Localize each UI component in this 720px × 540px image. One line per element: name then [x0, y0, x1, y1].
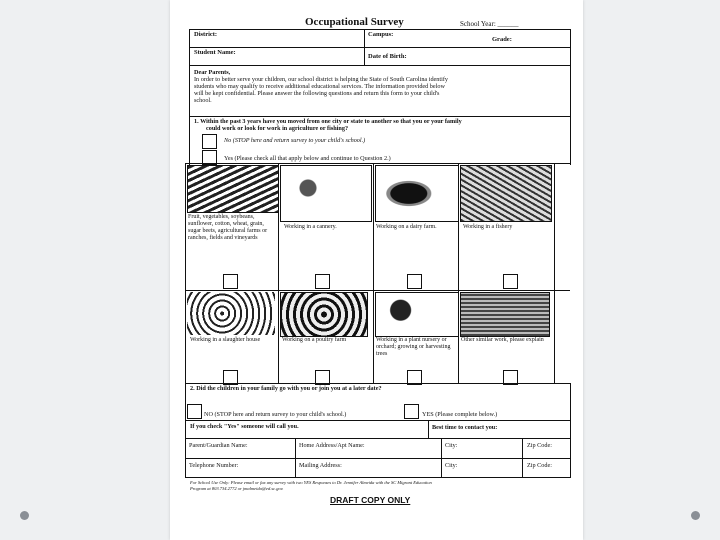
- fishery-illustration: [460, 165, 552, 222]
- grade-label: Grade:: [492, 36, 512, 43]
- option-cannery-label: Working in a cannery.: [284, 224, 337, 230]
- slide-nav-left-dot: [20, 511, 29, 520]
- q2-no-text: NO (STOP here and return survey to your child's school.): [204, 411, 347, 418]
- intro-line-2: students who may qualify to receive additional educational services. The information provided below: [194, 83, 445, 90]
- question-1-line-2: could work or look for work in agriculture or fishing?: [206, 125, 349, 132]
- poultry-farm-illustration: [280, 292, 368, 337]
- mailing-address-label: Mailing Address:: [299, 462, 342, 469]
- slide-nav-right-dot: [691, 511, 700, 520]
- city-label-2: City:: [445, 462, 458, 469]
- option-other-label: Other similar work, please explain: [461, 337, 544, 343]
- intro-line-3: will be kept confidential. Please answer the following questions and return this form to your child's: [194, 90, 440, 97]
- zip-code-label-2: Zip Code:: [527, 462, 552, 469]
- option-nursery-label: Working in a plant nursery or orchard; growing or harvesting trees: [376, 337, 451, 357]
- draft-copy-label: DRAFT COPY ONLY: [330, 495, 411, 505]
- q2-yes-checkbox[interactable]: [404, 404, 419, 419]
- campus-label: Campus:: [368, 31, 394, 38]
- q1-no-text: No (STOP here and return survey to your child's school.): [224, 137, 366, 144]
- survey-title: Occupational Survey: [305, 16, 404, 28]
- footer-line-2: Program at 803.734.2772 or jmalmeida@ed.sc.gov.: [190, 486, 284, 491]
- option-farm-checkbox[interactable]: [223, 274, 238, 289]
- option-cannery-checkbox[interactable]: [315, 274, 330, 289]
- cannery-illustration: [280, 165, 372, 222]
- option-poultry-label: Working on a poultry farm: [282, 337, 347, 343]
- option-fishery-label: Working in a fishery: [463, 224, 513, 230]
- intro-greeting: Dear Parents,: [194, 69, 231, 76]
- slaughter-house-illustration: [187, 292, 275, 335]
- q2-yes-text: YES (Please complete below.): [422, 411, 498, 418]
- home-address-label: Home Address/Apt Name:: [299, 442, 365, 449]
- zip-code-label: Zip Code:: [527, 442, 552, 449]
- intro-line-4: school.: [194, 97, 212, 104]
- survey-document: [170, 0, 583, 540]
- school-year-label: School Year: ______: [460, 20, 519, 28]
- student-name-label: Student Name:: [194, 49, 236, 56]
- q2-no-checkbox[interactable]: [187, 404, 202, 419]
- best-time-label: Best time to contact you:: [432, 424, 498, 431]
- parent-name-label: Parent/Guardian Name:: [189, 442, 248, 449]
- date-of-birth-label: Date of Birth:: [368, 53, 407, 60]
- call-note: If you check "Yes" someone will call you.: [190, 423, 299, 430]
- option-fishery-checkbox[interactable]: [503, 274, 518, 289]
- question-1-line-1: 1. Within the past 3 years have you moved from one city or state to another so that you or your family: [194, 118, 462, 125]
- footer-line-1: For School Use Only: Please email or fax any survey with two YES Responses to Dr. Jennifer Almeida with the SC Migrant Education: [190, 480, 432, 485]
- q1-yes-text: Yes (Please check all that apply below and continue to Question 2.): [224, 155, 391, 162]
- q1-no-checkbox[interactable]: [202, 134, 217, 149]
- option-dairy-checkbox[interactable]: [407, 274, 422, 289]
- option-dairy-label: Working on a dairy farm.: [376, 224, 437, 230]
- option-farm-label: Fruit, vegetables, soybeans, sunflower, cotton, wheat, grain, sugar beets, agricultural farms or ranches, fields and vineyards: [188, 214, 268, 241]
- question-2: 2. Did the children in your family go with you or join you at a later date?: [190, 385, 382, 392]
- district-label: District:: [194, 31, 218, 38]
- intro-line-1: In order to better serve your children, our school district is helping the State of South Carolina identify: [194, 76, 448, 83]
- city-label: City:: [445, 442, 458, 449]
- option-slaughter-label: Working in a slaughter house: [190, 337, 261, 343]
- telephone-label: Telephone Number:: [189, 462, 239, 469]
- dairy-farm-illustration: [375, 165, 459, 222]
- plant-nursery-illustration: [375, 292, 459, 337]
- other-work-illustration: [460, 292, 550, 337]
- farm-field-illustration: [187, 165, 279, 213]
